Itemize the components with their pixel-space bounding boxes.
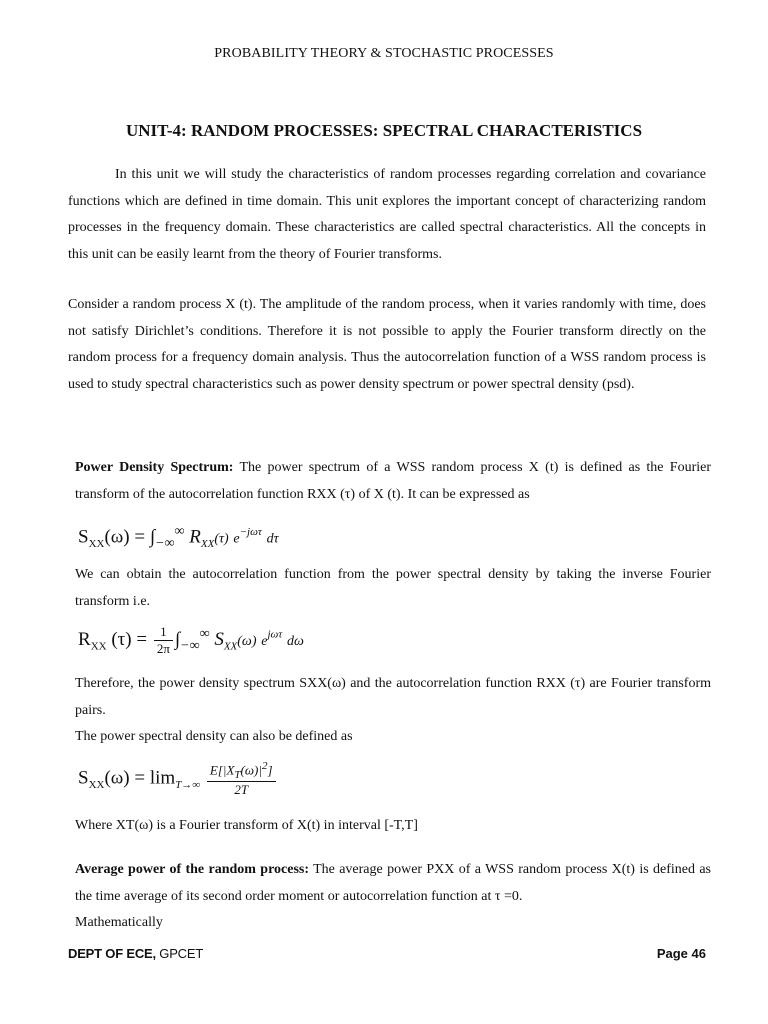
psd-also-paragraph: The power spectral density can also be defined as [75, 729, 353, 744]
average-power-heading: Average power of the random process: [75, 862, 310, 877]
unit-title: UNIT-4: RANDOM PROCESSES: SPECTRAL CHARACTERISTICS [125, 121, 643, 140]
psd-definition: The power spectrum of a WSS random process X (t) is defined as the Fourier transform of the autocorrelation function RXX (τ) of X (t). It can be expressed as [75, 460, 711, 502]
inverse-paragraph: We can obtain the autocorrelation function from the power spectral density by taking the inverse Fourier transform i.e. [75, 567, 711, 609]
intro-paragraph-1: In this unit we will study the characteristics of random processes regarding correlation and covariance functions which are defined in time domain. This unit explores the important concept of characterizing random processes in the frequency domain. These characteristics are called spectral characteristics. All the concepts in this unit can be easily learnt from the theory of Fourier transforms. [68, 167, 706, 262]
equation-psd: $S_{XX}(\omega) = \int_{-\infty}^\infty$ $R_{XX}(\tau)$ $e^{-j\omega\tau}$ dτ [78, 524, 279, 552]
where-paragraph: Where XT(ω) is a Fourier transform of X(t) in interval [-T,T] [75, 818, 418, 833]
equation-psd-limit: $S_{XX}(\omega) = \lim_{T\to\infty}$ $\frac{E[|X_T(\omega)|^2]}{2T}$ [78, 760, 278, 798]
average-power-paragraph [75, 857, 711, 910]
page-number: Page 46 [656, 946, 706, 961]
transform-pairs-paragraph: Therefore, the power density spectrum SXX(ω) and the autocorrelation function RXX (τ) are Fourier transform pairs. [75, 676, 711, 718]
intro-paragraph-2: Consider a random process X (t). The amplitude of the random process, when it varies randomly with time, does not satisfy Dirichlet’s conditions. Therefore it is not possible to apply the Fourier transform directly on the random process for a frequency domain analysis. Thus the autocorrelation function of a WSS random process is used to study spectral characteristics such as power density spectrum or power spectral density (psd). [68, 297, 706, 392]
mathematically-label: Mathematically [75, 915, 163, 930]
psd-paragraph [75, 455, 711, 508]
equation-autocorrelation: $R_{XX}$ (τ) = $\frac{1}{2\pi}$ $\int_{-\infty}^\infty$ $S_{XX}(\omega)$ $e^{j\omega\tau}$ dω [78, 624, 304, 656]
psd-heading: Power Density Spectrum: [75, 460, 234, 475]
running-header: PROBABILITY THEORY & STOCHASTIC PROCESSES [214, 46, 554, 61]
average-power-definition: The average power PXX of a WSS random process X(t) is defined as the time average of its second order moment or autocorrelation function at τ =0. [75, 862, 711, 904]
footer-department: DEPT OF ECE, GPCET [68, 946, 204, 961]
